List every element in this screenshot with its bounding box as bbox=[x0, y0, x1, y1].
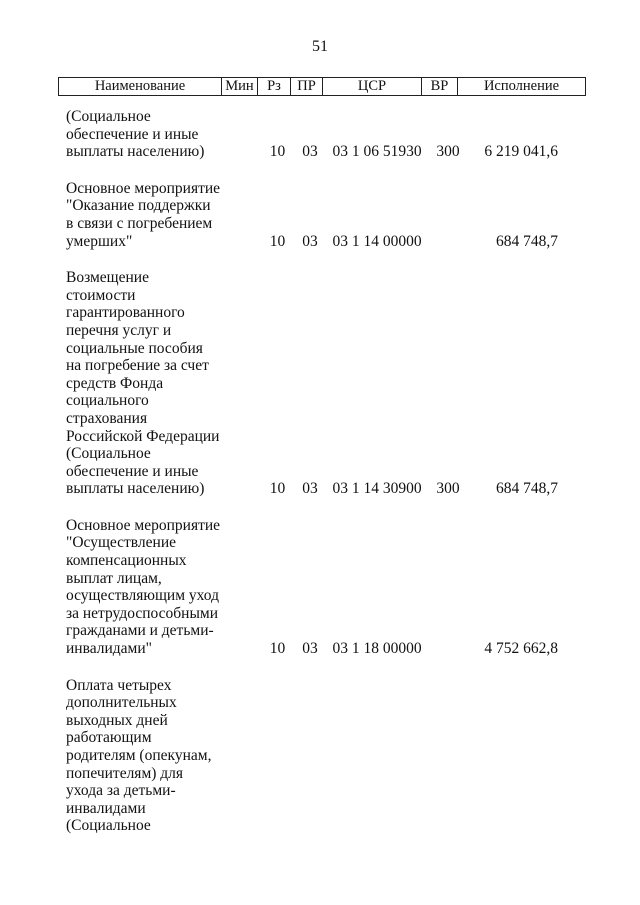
header-pr: ПР bbox=[291, 78, 323, 95]
row-isp: 6 219 041,6 bbox=[484, 143, 558, 161]
header-rz: Рз bbox=[258, 78, 291, 95]
row-name: Возмещение стоимости гарантированного перечня услуг и социальные пособия на погребение за счет средств Фонда социального страхования Российской Федерации (Социальное обеспечение и иные выплаты населению) bbox=[66, 269, 220, 498]
row-name: Основное мероприятие "Осуществление компенсационных выплат лицам, осуществляющим уход за нетрудоспособными гражданами и детьми- инвалидами" bbox=[66, 516, 221, 658]
row-rz: 10 bbox=[269, 143, 286, 161]
page-number: 51 bbox=[312, 38, 328, 55]
row-rz: 10 bbox=[269, 232, 286, 250]
row-pr: 03 bbox=[302, 232, 318, 250]
row-csr: 03 1 06 51930 bbox=[332, 143, 422, 161]
table-row bbox=[58, 677, 584, 835]
table-body bbox=[58, 108, 584, 835]
row-rz: 10 bbox=[269, 480, 286, 498]
table-row bbox=[58, 517, 584, 658]
row-vr: 300 bbox=[436, 480, 460, 498]
table-row bbox=[58, 108, 584, 161]
row-pr: 03 bbox=[302, 143, 318, 161]
header-isp: Исполнение bbox=[483, 78, 560, 94]
row-name: Оплата четырех дополнительных выходных дней работающим родителям (опекунам, попечителям) для ухода за детьми- инвалидами (Социальное bbox=[66, 676, 212, 835]
header-vr: ВР bbox=[422, 78, 458, 95]
row-rz: 10 bbox=[269, 640, 286, 658]
row-pr: 03 bbox=[302, 640, 318, 658]
row-isp: 684 748,7 bbox=[496, 480, 558, 498]
row-name: (Социальное обеспечение и иные выплаты населению) bbox=[66, 108, 205, 161]
row-csr: 03 1 14 30900 bbox=[332, 480, 422, 498]
row-csr: 03 1 18 00000 bbox=[332, 640, 422, 658]
header-csr: ЦСР bbox=[323, 78, 422, 95]
row-pr: 03 bbox=[302, 480, 318, 498]
row-isp: 4 752 662,8 bbox=[484, 640, 558, 658]
header-name: Наименование bbox=[59, 78, 222, 95]
row-name: Основное мероприятие "Оказание поддержки в связи с погребением умерших" bbox=[66, 179, 221, 250]
row-csr: 03 1 14 00000 bbox=[332, 232, 422, 250]
row-vr: 300 bbox=[436, 143, 460, 161]
table-row bbox=[58, 269, 584, 498]
table-header bbox=[58, 77, 586, 96]
row-isp: 684 748,7 bbox=[496, 232, 558, 250]
header-min: Мин bbox=[222, 78, 258, 95]
table-row bbox=[58, 180, 584, 250]
